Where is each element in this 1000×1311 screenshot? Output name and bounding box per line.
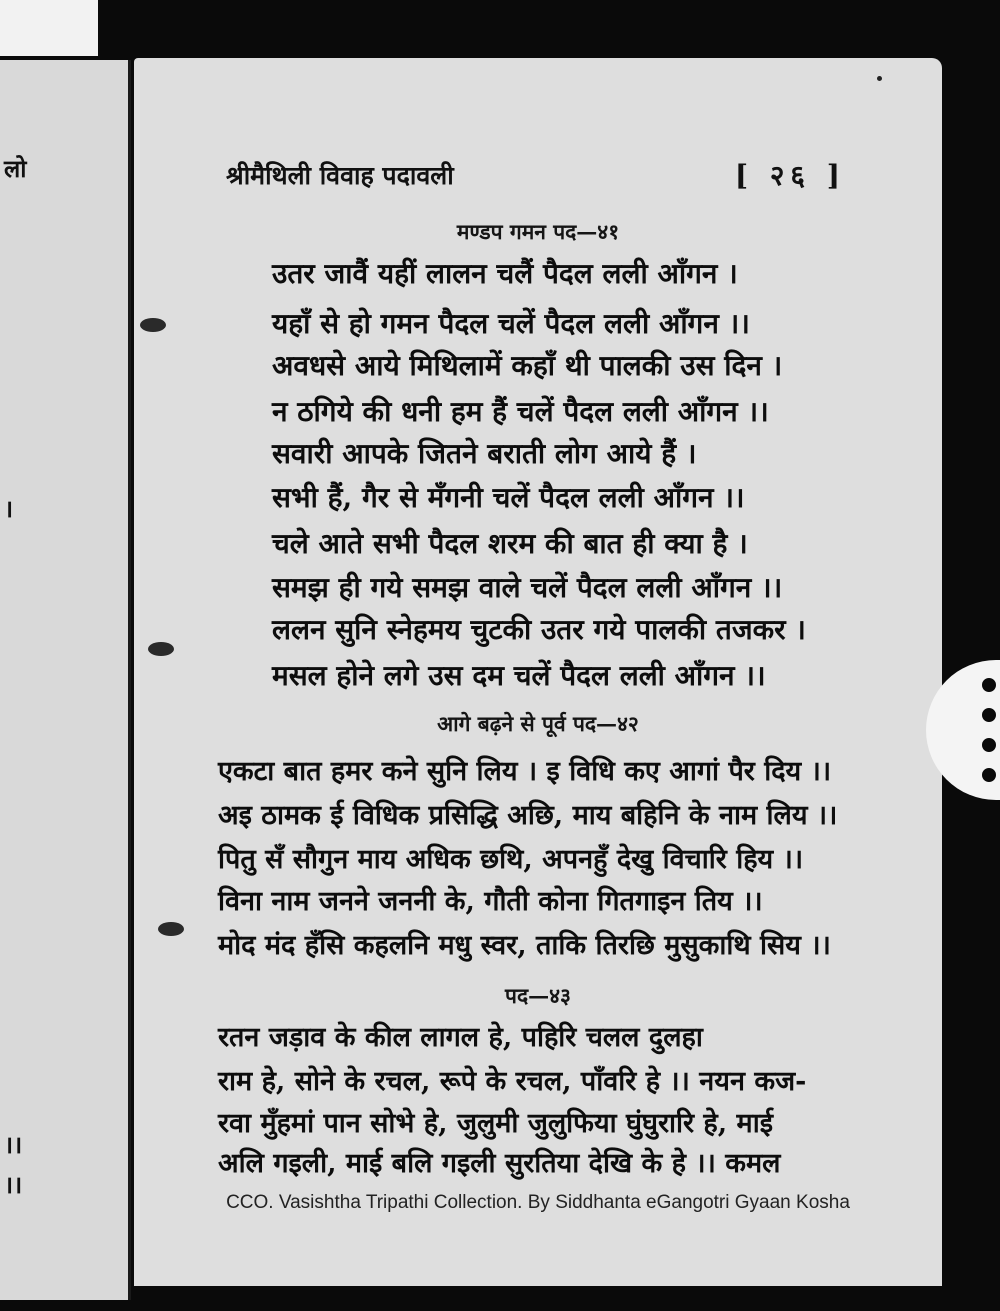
verse-line: सवारी आपके जितने बराती लोग आये हैं । (272, 437, 697, 470)
verse-line: यहाँ से हो गमन पैदल चलें पैदल लली आँगन ।। (272, 307, 750, 340)
verse-line: एकटा बात हमर कने सुनि लिय । इ विधि कए आगां पैर दिय ।। (218, 756, 832, 787)
left-page-fragment: ।। (4, 1170, 23, 1199)
verse-line: विना नाम जनने जननी के, गौती कोना गितगाइन तिय ।। (218, 886, 763, 917)
verse-line: अवधसे आये मिथिलामें कहाँ थी पालकी उस दिन । (272, 349, 783, 382)
verse-line: चले आते सभी पैदल शरम की बात ही क्या है । (272, 527, 748, 560)
left-page-edge (0, 60, 131, 1300)
tab-hole (980, 706, 998, 724)
speck (877, 76, 882, 81)
verse-line: उतर जावैं यहीं लालन चलैं पैदल लली आँगन । (272, 257, 738, 290)
book-title: श्रीमैथिली विवाह पदावली (226, 161, 454, 190)
left-page-fragment: ।। (4, 1130, 23, 1159)
verse-line: अइ ठामक ई विधिक प्रसिद्धि अछि, माय बहिनि के नाम लिय ।। (218, 800, 838, 831)
section-heading: मण्डप गमन पद—४१ (456, 219, 620, 244)
left-page-fragment: । (4, 494, 14, 523)
scan-background-corner (0, 0, 98, 56)
left-page-fragment: लो (4, 154, 27, 183)
prose-line: रवा मुँहमां पान सोभे हे, जुलुमी जुलुफिया घुंघुरारि हे, माई (218, 1108, 773, 1139)
prose-line: अलि गइली, माई बलि गइली सुरतिया देखि के हे ।। कमल (218, 1148, 781, 1179)
verse-line: मसल होने लगे उस दम चलें पैदल लली आँगन ।। (272, 659, 766, 692)
verse-line: सभी हैं, गैर से मँगनी चलें पैदल लली आँगन ।। (272, 481, 745, 514)
page-number: [ २६ ] (734, 159, 846, 192)
collection-credit: CCO. Vasishtha Tripathi Collection. By Siddhanta eGangotri Gyaan Kosha (226, 1192, 850, 1213)
tab-hole (980, 736, 998, 754)
verse-line: मोद मंद हँसि कहलनि मधु स्वर, ताकि तिरछि मुसुकाथि सिय ।। (218, 930, 831, 961)
tab-hole (980, 766, 998, 784)
binding-hole (148, 642, 174, 656)
verse-line: पितु सँ सौगुन माय अधिक छथि, अपनहुँ देखु विचारि हिय ।। (218, 844, 804, 875)
binding-hole (140, 318, 166, 332)
section-heading: पद—४३ (505, 983, 571, 1008)
verse-line: न ठगिये की धनी हम हैं चलें पैदल लली आँगन ।। (272, 395, 769, 428)
page-header (226, 156, 846, 196)
binding-hole (158, 922, 184, 936)
verse-line: ललन सुनि स्नेहमय चुटकी उतर गये पालकी तजकर । (272, 613, 806, 646)
tab-hole (980, 676, 998, 694)
section-heading: आगे बढ़ने से पूर्व पद—४२ (437, 711, 639, 736)
prose-line: रतन जड़ाव के कील लागल हे, पहिरि चलल दुलहा (218, 1022, 703, 1053)
prose-line: राम हे, सोने के रचल, रूपे के रचल, पाँवरि हे ।। नयन कज- (218, 1066, 807, 1097)
verse-line: समझ ही गये समझ वाले चलें पैदल लली आँगन ।। (272, 571, 783, 604)
